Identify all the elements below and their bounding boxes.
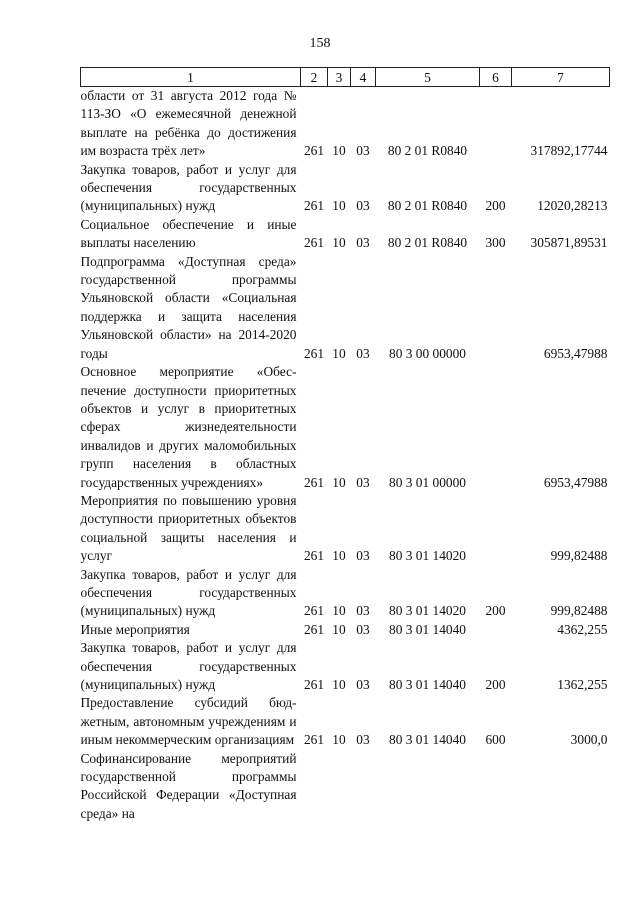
row-admin-code: 261 (303, 235, 325, 251)
row-expense-type (480, 621, 512, 639)
row-admin-code: 261 (303, 677, 325, 692)
row-description: Иные мероприятия (80, 621, 190, 637)
table-row (81, 87, 610, 161)
table-row (81, 566, 610, 621)
table-row (81, 492, 610, 566)
row-admin-code: 261 (303, 548, 325, 564)
row-expense-type (480, 492, 512, 566)
row-subsection-code: 03 (356, 474, 370, 490)
row-admin-code: 261 (303, 198, 325, 214)
row-amount: 12020,28213 (537, 198, 608, 214)
row-section-code: 10 (332, 198, 346, 214)
header-col-4: 4 (351, 68, 376, 87)
row-target-article (376, 750, 480, 824)
row-admin-code: 261 (303, 732, 325, 748)
row-admin-code: 261 (303, 621, 325, 637)
row-description: Закупка товаров, работ и услуг для обеспечения государственных (муниципальных) нужд (80, 640, 297, 692)
row-amount: 6953,47988 (543, 345, 608, 361)
row-section-code: 10 (332, 345, 346, 361)
row-target-article: 80 3 01 00000 (389, 474, 466, 490)
table-row (81, 639, 610, 694)
row-section-code: 10 (332, 235, 346, 251)
row-section-code: 10 (332, 143, 346, 159)
table-row (81, 694, 610, 749)
row-subsection-code: 03 (356, 345, 370, 361)
row-description: области от 31 августа 2012 года № 113-ЗО «О ежемесячной денежной выплате на ребёнка до достижения им возраста трёх лет» (80, 88, 297, 159)
row-expense-type: 200 (485, 677, 506, 692)
budget-table (80, 67, 610, 823)
row-admin-code: 261 (303, 603, 325, 619)
row-section-code: 10 (332, 677, 346, 692)
row-subsection-code: 03 (356, 198, 370, 214)
row-target-article: 80 3 01 14040 (389, 677, 466, 692)
row-target-article: 80 3 00 00000 (389, 345, 466, 361)
row-description: Предоставление субсидий бюджетным, автономным учреждениям и иным некоммерческим организациям (80, 695, 297, 748)
row-subsection-code: 03 (356, 732, 370, 748)
table-row (81, 621, 610, 639)
row-subsection-code: 03 (356, 621, 370, 637)
header-col-3: 3 (328, 68, 351, 87)
row-expense-type: 200 (485, 198, 506, 214)
table-row (81, 363, 610, 492)
header-col-2: 2 (301, 68, 328, 87)
row-expense-type (480, 253, 512, 363)
row-section-code: 10 (332, 474, 346, 490)
row-description: Подпрограмма «Доступная среда» государственной программы Ульяновской области «Социальная поддержка и защита населения Ульяновской области» на 2014-2020 годы (80, 253, 297, 361)
row-target-article: 80 3 01 14020 (389, 548, 466, 564)
row-target-article: 80 2 01 R0840 (387, 198, 468, 214)
table-row (81, 253, 610, 363)
row-amount: 1362,255 (557, 677, 608, 692)
row-expense-type (480, 750, 512, 824)
row-subsection-code (351, 750, 376, 824)
row-description: Мероприятия по повышению уровня доступности приоритетных объектов социальной защиты населения и услуг (80, 492, 297, 564)
row-amount: 305871,89531 (530, 235, 608, 251)
row-admin-code: 261 (303, 474, 325, 490)
row-section-code: 10 (332, 621, 346, 637)
row-expense-type: 600 (485, 732, 506, 748)
row-target-article: 80 3 01 14040 (389, 621, 466, 637)
row-section-code: 10 (332, 548, 346, 564)
row-description: Закупка товаров, работ и услуг для обеспечения государственных (муниципальных) нужд (80, 566, 297, 619)
row-amount: 317892,17744 (530, 143, 608, 159)
header-col-1: 1 (81, 68, 301, 87)
header-col-6: 6 (480, 68, 512, 87)
row-admin-code (301, 750, 328, 824)
row-description: Софинансирование мероприятий государственной программы Российской Федерации «Доступная среда» на (80, 750, 297, 821)
row-section-code: 10 (332, 732, 346, 748)
row-description: Основное мероприятие «Обеспечение доступности приоритетных объектов и услуг в приоритетных сферах жизнедеятельности инвалидов и других маломобильных групп населения в областных государственных учреждениях» (80, 364, 297, 490)
row-subsection-code: 03 (356, 548, 370, 564)
row-amount: 999,82488 (550, 603, 608, 619)
row-expense-type (480, 87, 512, 161)
row-target-article: 80 3 01 14020 (389, 603, 466, 619)
row-subsection-code: 03 (356, 603, 370, 619)
table-header-row (81, 68, 610, 87)
header-col-7: 7 (512, 68, 610, 87)
row-section-code (328, 750, 351, 824)
row-amount (512, 750, 610, 824)
row-admin-code: 261 (303, 143, 325, 159)
row-expense-type (480, 363, 512, 492)
row-subsection-code: 03 (356, 235, 370, 251)
row-admin-code: 261 (303, 345, 325, 361)
row-expense-type: 300 (485, 235, 506, 251)
row-expense-type: 200 (485, 603, 506, 619)
row-amount: 4362,255 (557, 621, 608, 637)
row-target-article: 80 2 01 R0840 (387, 143, 468, 159)
table-row (81, 750, 610, 824)
row-amount: 3000,0 (570, 732, 608, 748)
page-number: 158 (309, 36, 331, 51)
row-description: Социальное обеспечение и иные выплаты населению (80, 216, 297, 251)
row-description: Закупка товаров, работ и услуг для обеспечения государственных (муниципальных) нужд (80, 161, 297, 214)
row-subsection-code: 03 (356, 677, 370, 692)
table-row (81, 161, 610, 216)
header-col-5: 5 (376, 68, 480, 87)
row-section-code: 10 (332, 603, 346, 619)
row-subsection-code: 03 (356, 143, 370, 159)
row-amount: 999,82488 (550, 548, 608, 564)
row-target-article: 80 2 01 R0840 (387, 235, 468, 251)
row-target-article: 80 3 01 14040 (389, 732, 466, 748)
row-amount: 6953,47988 (543, 474, 608, 490)
table-row (81, 216, 610, 253)
